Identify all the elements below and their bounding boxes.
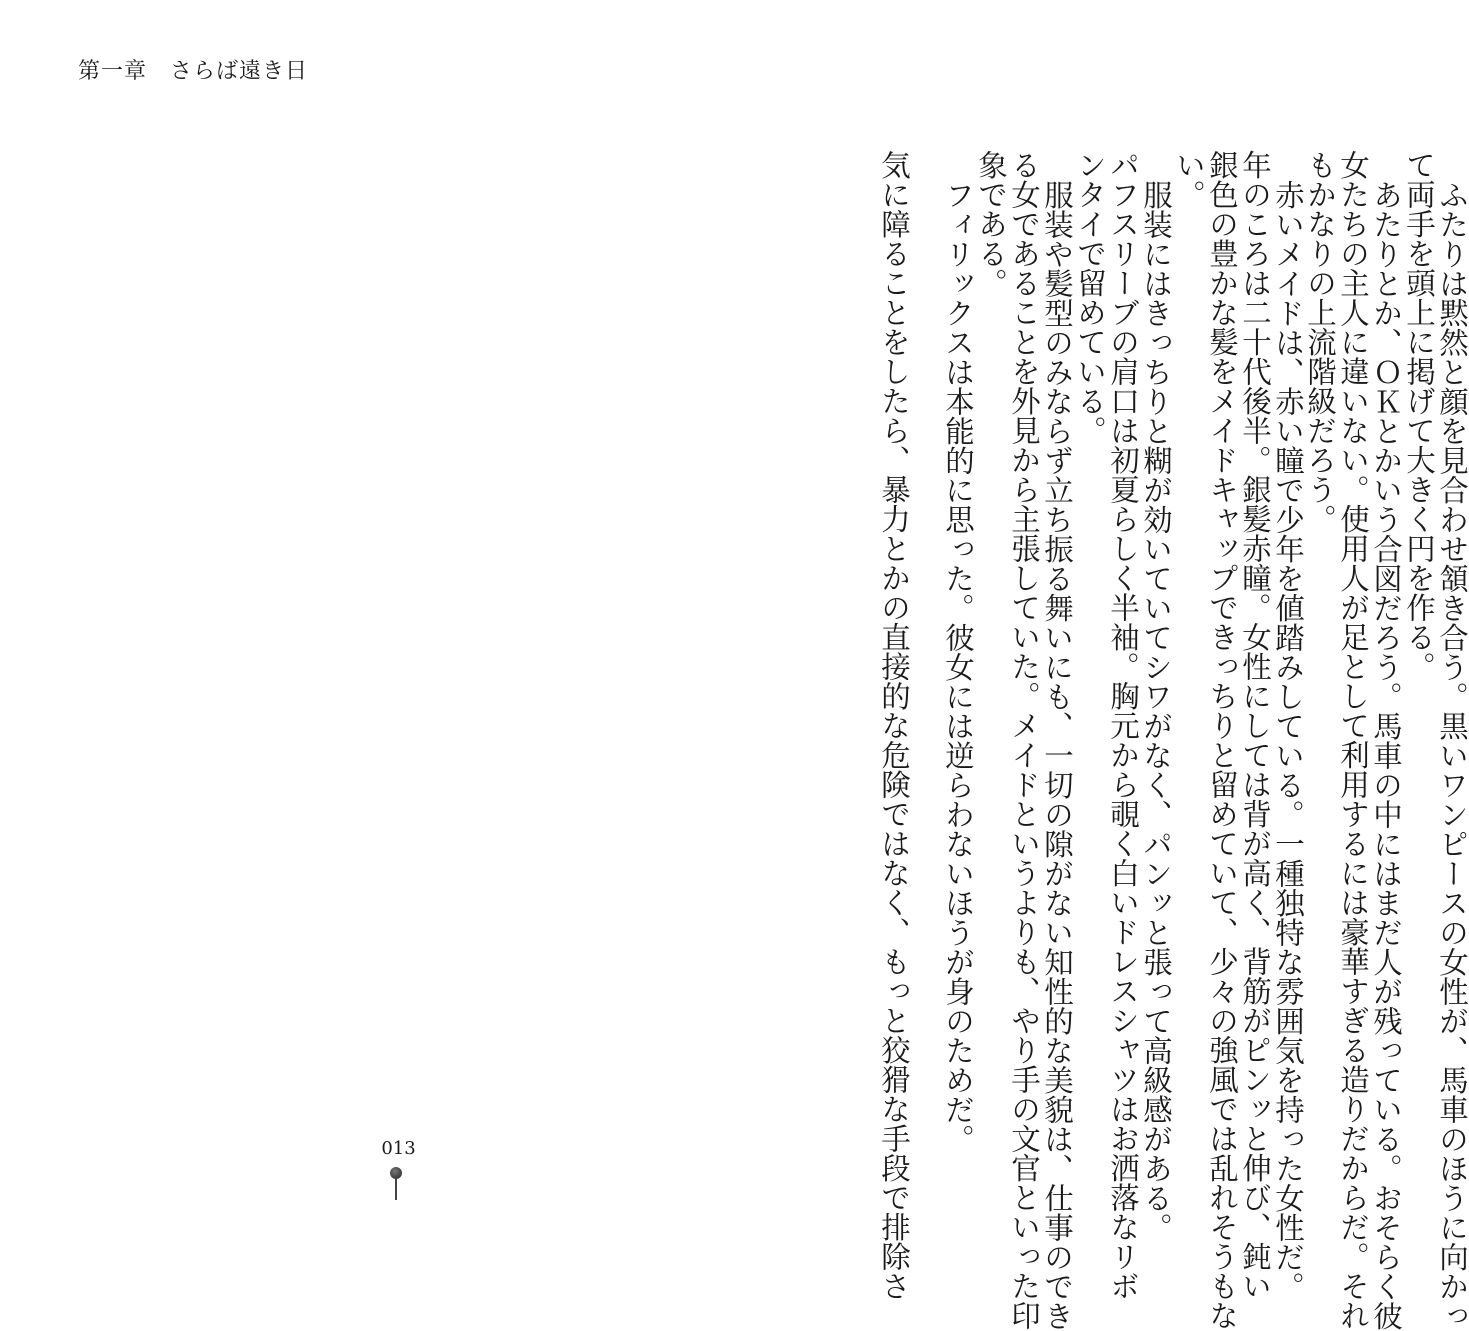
text-column: 気に障ることをしたら、暴力とかの直接的な危険ではなく、もっと狡猾な手段で排除さ	[877, 150, 911, 1301]
text-column: ンタイで留めている。	[1073, 150, 1107, 445]
text-column: 赤いメイドは、赤い瞳で少年を値踏みしている。一種独特な雰囲気を持った女性だ。	[1271, 180, 1305, 1301]
text-column: 銀色の豊かな髪をメイドキャップできっちりと留めていて、少々の強風では乱れそうもな	[1205, 150, 1239, 1330]
text-column: ふたりは黙然と顔を見合わせ頷き合う。黒いワンピースの女性が、馬車のほうに向かっ	[1435, 180, 1469, 1331]
page-ornament-line	[395, 1178, 397, 1200]
text-column: もかなりの上流階級だろう。	[1303, 150, 1337, 534]
page-number: 013	[381, 1138, 416, 1159]
text-column: 女たちの主人に違いない。使用人が足として利用するには豪華すぎる造りだからだ。それ	[1336, 150, 1370, 1330]
text-column: る女であることを外見から主張していた。メイドというよりも、やり手の文官といった印	[1007, 150, 1041, 1330]
chapter-header: 第一章 さらば遠き日	[78, 59, 309, 84]
text-column: フィリックスは本能的に思った。彼女には逆らわないほうが身のためだ。	[941, 180, 975, 1154]
text-column: い。	[1172, 150, 1206, 209]
text-column: 服装や髪型のみならず立ち振る舞いにも、一切の隙がない知性的な美貌は、仕事のでき	[1040, 180, 1074, 1331]
text-column: 象である。	[974, 150, 1008, 298]
text-column: て両手を頭上に掲げて大きく円を作る。	[1402, 150, 1436, 681]
text-column: パフスリーブの肩口は初夏らしく半袖。胸元から覗く白いドレスシャツはお洒落なリボ	[1106, 150, 1140, 1301]
text-column: あたりとか、ＯＫとかいう合図だろう。馬車の中にはまだ人が残っている。おそらく彼	[1369, 180, 1403, 1331]
text-column: 服装にはきっちりと糊が効いていてシワがなく、パンッと張って高級感がある。	[1139, 180, 1173, 1242]
text-column: 年のころは二十代後半。銀髪赤瞳。女性にしては背が高く、背筋がピンッと伸び、鈍い	[1238, 150, 1272, 1301]
